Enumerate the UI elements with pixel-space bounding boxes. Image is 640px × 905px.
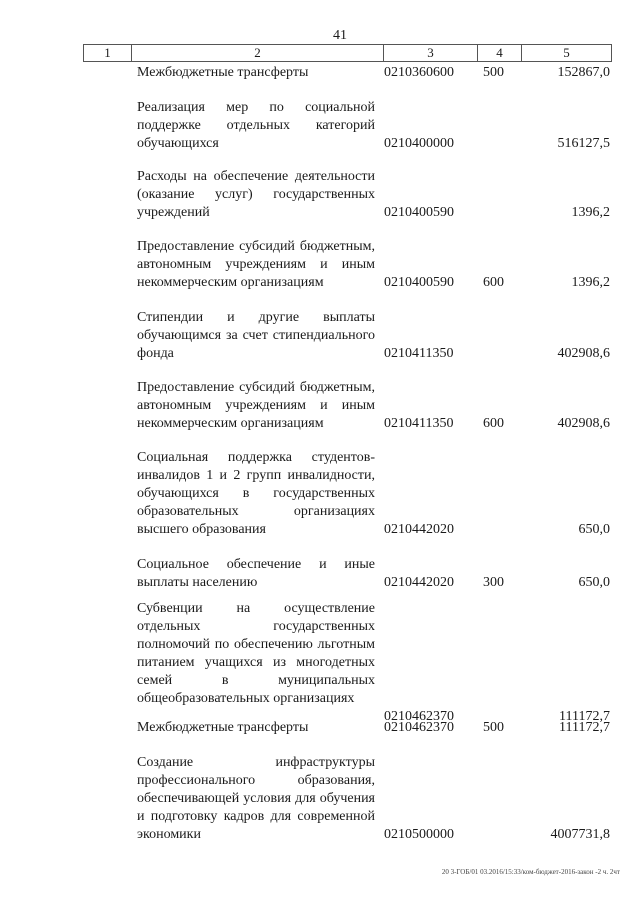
row-code: 0210360600 bbox=[384, 65, 454, 80]
row-code: 0210400590 bbox=[384, 205, 454, 220]
row-code: 0210442020 bbox=[384, 575, 454, 590]
row-description: Создание инфраструктуры профессионального образования, обеспечивающей условия для обучения и подготовку кадров для современной экономики bbox=[137, 755, 375, 842]
row-amount: 1396,2 bbox=[571, 275, 610, 290]
row-amount: 516127,5 bbox=[557, 136, 610, 151]
row-code: 0210411350 bbox=[384, 346, 454, 361]
header-col-5: 5 bbox=[563, 45, 570, 60]
row-description: Реализация мер по социальной поддержке отдельных категорий обучающихся bbox=[137, 100, 375, 151]
row-description: Межбюджетные трансферты bbox=[137, 720, 309, 735]
row-description: Стипендии и другие выплаты обучающимся за счет стипендиального фонда bbox=[137, 310, 375, 361]
row-description: Предоставление субсидий бюджетным, автономным учреждениям и иным некоммерческим организациям bbox=[137, 239, 375, 290]
footer-note: 20 3-ГОБ/01 03.2016/15:33/ком-бюджет-2016-закон -2 ч. 2чт bbox=[441, 868, 620, 876]
table-header bbox=[83, 44, 612, 62]
row-amount: 402908,6 bbox=[557, 346, 610, 361]
row-code: 0210411350 bbox=[384, 416, 454, 431]
table-row bbox=[0, 238, 640, 292]
row-expense-type: 600 bbox=[483, 416, 504, 431]
row-expense-type: 300 bbox=[483, 575, 504, 590]
row-description: Социальная поддержка студентов-инвалидов 1 и 2 групп инвалидности, обучающихся в государственных образовательных организациях высшего образования bbox=[137, 450, 375, 537]
table-row bbox=[0, 754, 640, 844]
header-col-4: 4 bbox=[478, 45, 522, 61]
row-amount: 402908,6 bbox=[557, 416, 610, 431]
row-code: 0210500000 bbox=[384, 827, 454, 842]
table-row bbox=[0, 99, 640, 153]
row-amount: 4007731,8 bbox=[550, 827, 610, 842]
table-row bbox=[0, 719, 640, 737]
row-code: 0210400000 bbox=[384, 136, 454, 151]
row-expense-type: 600 bbox=[483, 275, 504, 290]
table-row bbox=[0, 556, 640, 592]
row-amount: 152867,0 bbox=[557, 65, 610, 80]
row-description: Субвенции на осуществление отдельных государственных полномочий по обеспечению льготным питанием учащихся из многодетных семей в муниципальных общеобразовательных организациях bbox=[137, 601, 375, 706]
table-row bbox=[0, 600, 640, 726]
row-amount: 111172,7 bbox=[559, 720, 610, 735]
header-col-2: 2 bbox=[132, 45, 384, 61]
table-row bbox=[0, 379, 640, 433]
row-amount: 1396,2 bbox=[571, 205, 610, 220]
header-col-1: 1 bbox=[84, 45, 132, 61]
row-description: Межбюджетные трансферты bbox=[137, 65, 309, 80]
table-row bbox=[0, 309, 640, 363]
table-row bbox=[0, 449, 640, 539]
row-amount: 650,0 bbox=[578, 575, 610, 590]
row-expense-type: 500 bbox=[483, 720, 504, 735]
row-description: Предоставление субсидий бюджетным, автономным учреждениям и иным некоммерческим организациям bbox=[137, 380, 375, 431]
row-description: Расходы на обеспечение деятельности (оказание услуг) государственных учреждений bbox=[137, 169, 375, 220]
row-amount: 650,0 bbox=[578, 522, 610, 537]
row-expense-type: 500 bbox=[483, 65, 504, 80]
row-code: 0210400590 bbox=[384, 275, 454, 290]
table-row bbox=[0, 64, 640, 82]
row-code: 0210442020 bbox=[384, 522, 454, 537]
row-code: 0210462370 bbox=[384, 709, 454, 724]
page-number: 41 bbox=[333, 28, 347, 43]
row-amount: 111172,7 bbox=[559, 709, 610, 724]
header-col-3: 3 bbox=[384, 45, 478, 61]
table-row bbox=[0, 168, 640, 222]
row-description: Социальное обеспечение и иные выплаты населению bbox=[137, 557, 375, 590]
row-code: 0210462370 bbox=[384, 720, 454, 735]
